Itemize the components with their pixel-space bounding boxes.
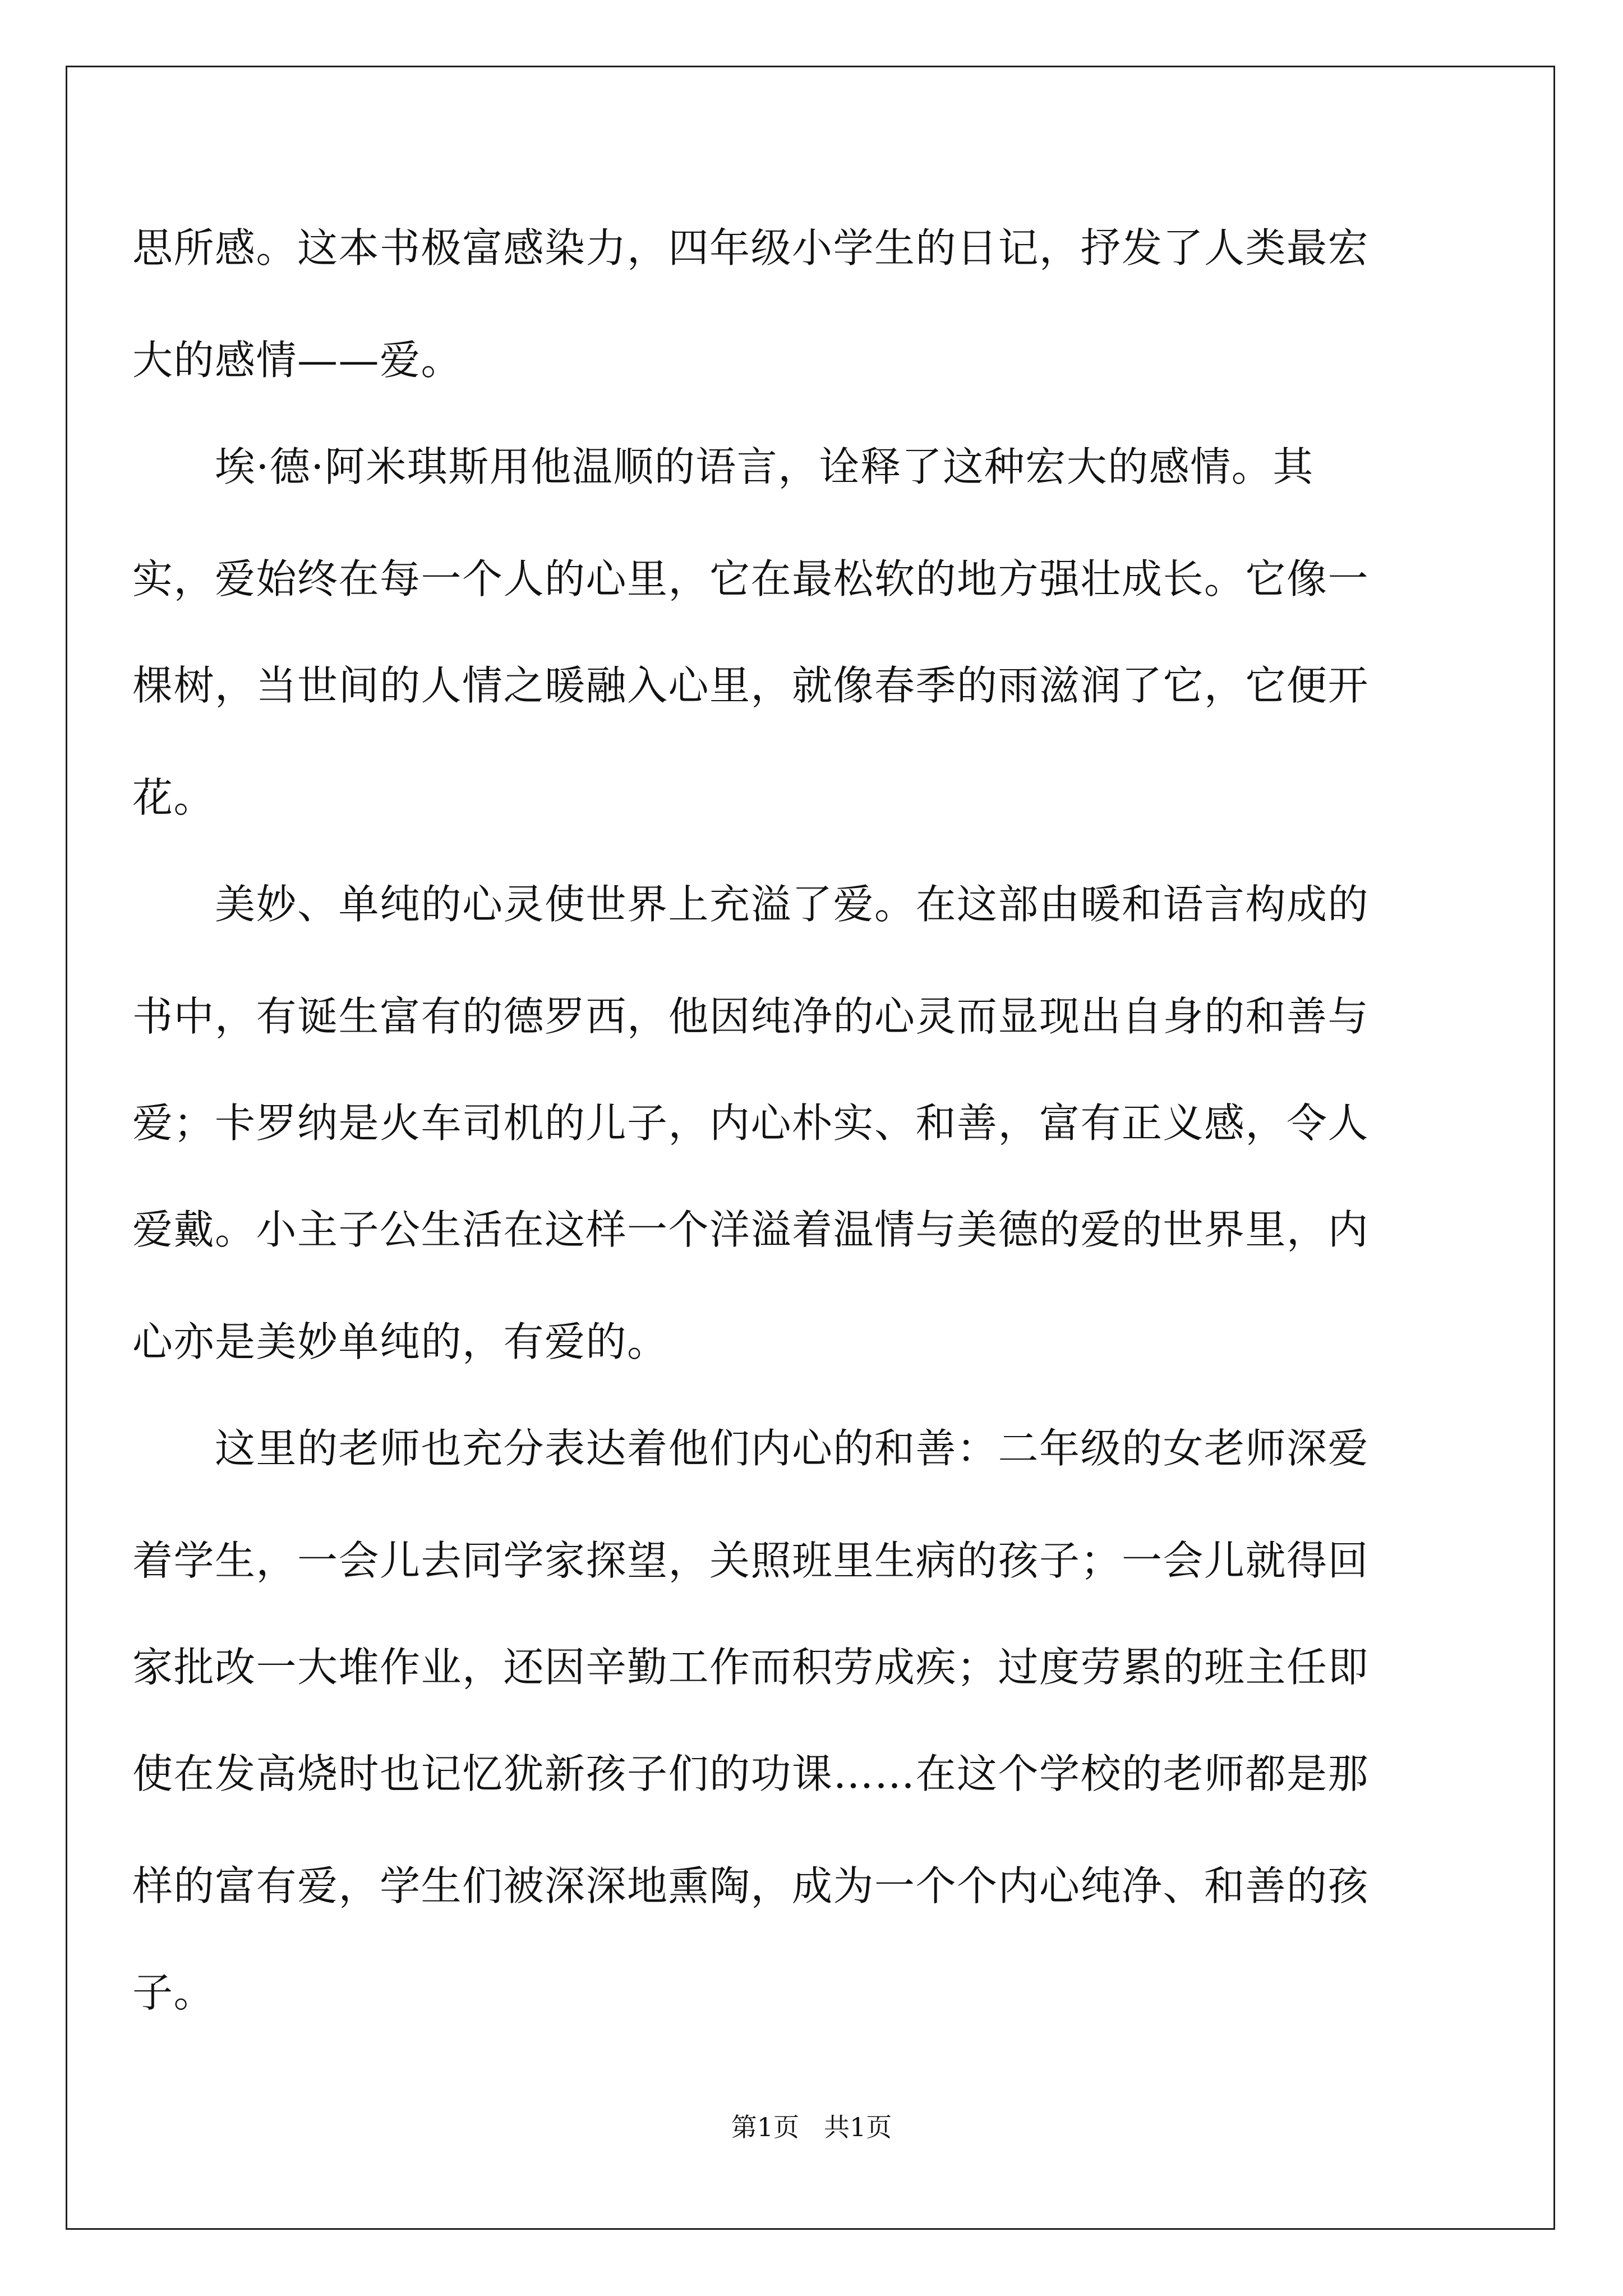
text-line: 子。 (132, 1969, 215, 2016)
text-line: 家批改一大堆作业，还因辛勤工作而积劳成疾；过度劳累的班主任即 (132, 1644, 1370, 1691)
text-line: 使在发高烧时也记忆犹新孩子们的功课……在这个学校的老师都是那 (132, 1750, 1370, 1797)
text-line: 思所感。这本书极富感染力，四年级小学生的日记，抒发了人类最宏 (132, 224, 1370, 272)
text-line: 实，爱始终在每一个人的心里，它在最松软的地方强壮成长。它像一 (132, 555, 1370, 602)
text-line: 埃·德·阿米琪斯用他温顺的语言，诠释了这种宏大的感情。其 (132, 443, 1314, 490)
text-line: 书中，有诞生富有的德罗西，他因纯净的心灵而显现出自身的和善与 (132, 993, 1370, 1040)
text-line: 着学生，一会儿去同学家探望，关照班里生病的孩子；一会儿就得回 (132, 1537, 1370, 1584)
text-line: 爱戴。小主子公生活在这样一个洋溢着温情与美德的爱的世界里，内 (132, 1206, 1370, 1253)
text-line: 样的富有爱，学生们被深深地熏陶，成为一个个内心纯净、和善的孩 (132, 1862, 1370, 1910)
page-total: 共1页 (824, 2112, 892, 2142)
text-line: 美妙、单纯的心灵使世界上充溢了爱。在这部由暖和语言构成的 (132, 881, 1370, 928)
text-line: 心亦是美妙单纯的，有爱的。 (132, 1318, 668, 1365)
text-line: 棵树，当世间的人情之暖融入心里，就像春季的雨滋润了它，它便开 (132, 662, 1370, 709)
page-footer (0, 2110, 1623, 2144)
text-line: 爱；卡罗纳是火车司机的儿子，内心朴实、和善，富有正义感，令人 (132, 1099, 1370, 1147)
text-line: 这里的老师也充分表达着他们内心的和善：二年级的女老师深爱 (132, 1425, 1370, 1472)
page-number: 第1页 (731, 2112, 799, 2142)
text-line: 花。 (132, 774, 215, 821)
text-line: 大的感情——爱。 (132, 337, 463, 384)
